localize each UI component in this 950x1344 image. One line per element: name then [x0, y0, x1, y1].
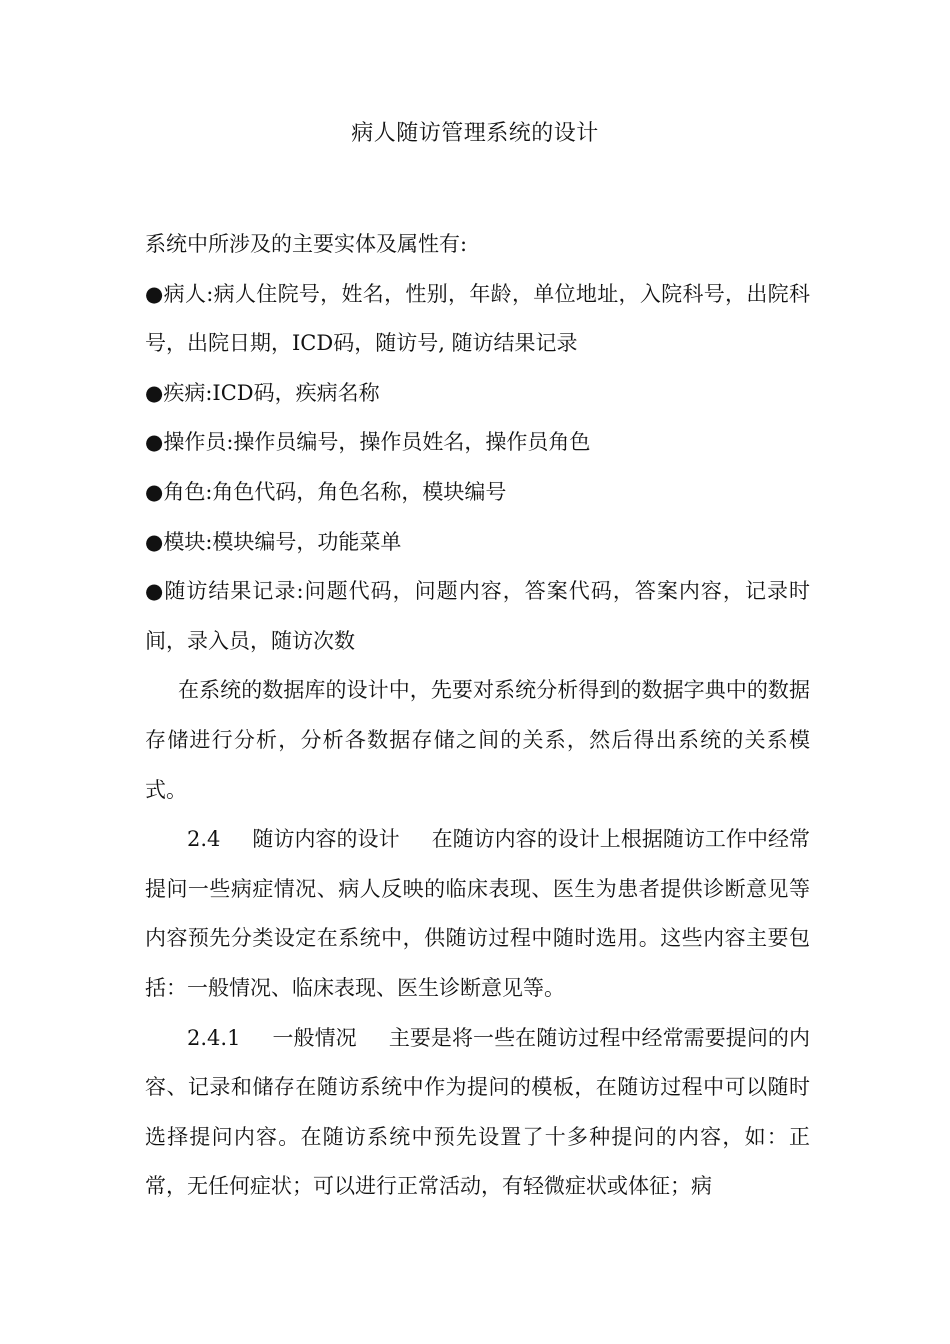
section-2-4-1-heading: 一般情况 — [272, 1025, 357, 1050]
section-2-4-paragraph — [145, 815, 810, 1013]
document-body — [145, 220, 810, 1212]
section-2-4-1-paragraph — [145, 1014, 810, 1212]
entity-role: ●角色:角色代码，角色名称，模块编号 — [145, 479, 507, 504]
entity-disease: ●疾病:ICD码，疾病名称 — [145, 380, 380, 405]
section-2-4-1-number: 2.4.1 — [187, 1025, 241, 1050]
entity-followup-record: ●随访结果记录:问题代码，问题内容，答案代码，答案内容，记录时间，录入员，随访次数 — [145, 579, 810, 653]
entity-operator: ●操作员:操作员编号，操作员姓名，操作员角色 — [145, 430, 591, 455]
intro-paragraph: 系统中所涉及的主要实体及属性有: — [145, 232, 468, 256]
section-2-4-1-text: 主要是将一些在随访过程中经常需要提问的内容、记录和储存在随访系统中作为提问的模板，在随访过程中可以随时选择提问内容。在随访系统中预先设置了十多种提问的内容，如：正常，无任何症状；可以进行正常活动，有轻微症状或体征；病 — [145, 1025, 810, 1199]
database-design-paragraph: 在系统的数据库的设计中，先要对系统分析得到的数据字典中的数据存储进行分析，分析各数据存储之间的关系，然后得出系统的关系模式。 — [145, 678, 810, 802]
document-title: 病人随访管理系统的设计 — [351, 121, 599, 146]
entity-module: ●模块:模块编号，功能菜单 — [145, 529, 402, 554]
section-2-4-heading: 随访内容的设计 — [252, 827, 400, 852]
section-2-4-text: 在随访内容的设计上根据随访工作中经常提问一些病症情况、病人反映的临床表现、医生为患者提供诊断意见等内容预先分类设定在系统中，供随访过程中随时选用。这些内容主要包括：一般情况、临床表现、医生诊断意见等。 — [145, 827, 811, 1000]
entity-patient: ●病人:病人住院号，姓名，性别，年龄，单位地址，入院科号，出院科号，出院日期，ICD码，随访号, 随访结果记录 — [145, 281, 810, 356]
section-2-4-number: 2.4 — [187, 827, 221, 852]
